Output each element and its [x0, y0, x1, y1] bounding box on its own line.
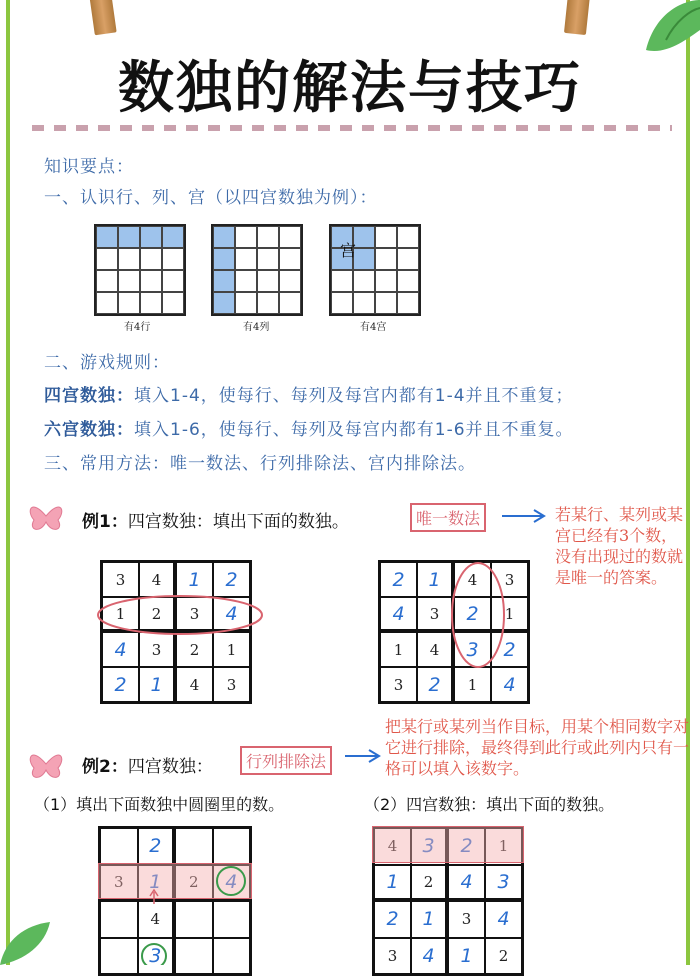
gridC-cell-r1c0: 3	[100, 865, 138, 902]
gridB-cell-r1c3: 1	[491, 597, 528, 632]
gridC-cell-r3c1: 3	[138, 938, 176, 975]
gridB-cell-r1c0: 4	[380, 597, 417, 632]
rows-caption: 有4行	[124, 322, 151, 333]
gridA-cell-r2c3: 1	[213, 632, 250, 667]
butterfly-icon-2	[26, 744, 66, 784]
gridB-cell-r0c3: 3	[491, 562, 528, 597]
grid-d-row-highlight	[372, 826, 524, 863]
rule-4-label: 四宫数独：	[44, 386, 134, 406]
gridB-cell-r2c1: 4	[417, 632, 454, 667]
rows-diagram	[94, 224, 186, 316]
gridC-cell-r2c1: 4	[138, 901, 176, 938]
example-1-line	[82, 507, 349, 532]
example-1-label: 例1：	[82, 512, 128, 532]
example-1-text: 四宫数独：填出下面的数独。	[127, 512, 349, 532]
section-2-heading: 二、游戏规则：	[44, 353, 170, 373]
rule-6-line	[44, 415, 574, 440]
gridD-cell-r1c2: 4	[448, 865, 485, 902]
gridC-cell-r1c2: 2	[175, 865, 213, 902]
gridA-cell-r3c1: 1	[139, 667, 176, 702]
gridB-cell-r3c3: 4	[491, 667, 528, 702]
gridA-cell-r0c2: 1	[176, 562, 213, 597]
gridD-cell-r1c0: 1	[374, 865, 411, 902]
example-2-sub-1: （1）填出下面数独中圆圈里的数。	[34, 795, 285, 814]
example-1-method-box: 唯一数法	[410, 503, 486, 532]
example-1-note: 若某行、某列或某宫已经有3个数，没有出现过的数就是唯一的答案。	[555, 505, 684, 587]
gridA-cell-r2c0: 4	[102, 632, 139, 667]
rule-4-line	[44, 381, 574, 406]
gridD-cell-r3c1: 4	[411, 938, 448, 975]
gridD-cell-r0c1: 3	[411, 828, 448, 865]
gridC-cell-r1c3: 4	[213, 865, 251, 902]
row-highlight-ellipse	[96, 593, 266, 637]
title-divider	[32, 125, 672, 131]
palace-caption: 有4宫	[360, 322, 387, 333]
gridA-cell-r1c2: 3	[176, 597, 213, 632]
gridD-cell-r1c1: 2	[411, 865, 448, 902]
arrow-right-icon	[500, 508, 548, 524]
wooden-clip-left	[89, 0, 116, 35]
gridB-cell-r0c2: 4	[454, 562, 491, 597]
gridA-cell-r3c3: 3	[213, 667, 250, 702]
gridB-cell-r2c3: 2	[491, 632, 528, 667]
gridB-cell-r1c1: 3	[417, 597, 454, 632]
gridD-cell-r0c2: 2	[448, 828, 485, 865]
gridB-cell-r2c2: 3	[454, 632, 491, 667]
example-2-note: 把某行或某列当作目标，用某个相同数字对它进行排除，最终得到此行或此列内只有一格可以填入该数字。	[385, 717, 690, 778]
gridB-cell-r0c0: 2	[380, 562, 417, 597]
rule-4-text: 填入1-4，使每行、每列及每宫内都有1-4并且不重复；	[134, 386, 574, 406]
example-2-label: 例2：	[82, 757, 128, 777]
column-highlight-ellipse	[450, 560, 506, 670]
columns-diagram	[211, 224, 303, 316]
columns-caption: 有4列	[243, 322, 270, 333]
gridA-cell-r0c1: 4	[139, 562, 176, 597]
butterfly-icon	[26, 496, 66, 536]
gridD-cell-r2c3: 4	[485, 901, 522, 938]
wooden-clip-right	[564, 0, 590, 35]
example-2-sub-2: （2）四宫数独：填出下面的数独。	[364, 795, 615, 814]
section-1-heading: 一、认识行、列、宫（以四宫数独为例）：	[44, 188, 378, 208]
gridC-cell-r1c1: 1	[138, 865, 176, 902]
gridA-cell-r2c1: 3	[139, 632, 176, 667]
gridB-cell-r3c0: 3	[380, 667, 417, 702]
gridD-cell-r0c3: 1	[485, 828, 522, 865]
gridB-cell-r1c2: 2	[454, 597, 491, 632]
gridD-cell-r3c3: 2	[485, 938, 522, 975]
gridD-cell-r2c2: 3	[448, 901, 485, 938]
gridA-cell-r1c3: 4	[213, 597, 250, 632]
grid-c-annotations	[98, 826, 252, 965]
gridA-cell-r2c2: 2	[176, 632, 213, 667]
arrow-right-icon-2	[343, 748, 383, 764]
gridA-cell-r3c0: 2	[102, 667, 139, 702]
gridD-cell-r1c3: 3	[485, 865, 522, 902]
gridA-cell-r0c3: 2	[213, 562, 250, 597]
knowledge-heading: 知识要点：	[44, 157, 134, 177]
gridA-cell-r1c0: 1	[102, 597, 139, 632]
gridB-cell-r0c1: 1	[417, 562, 454, 597]
gridA-cell-r0c0: 3	[102, 562, 139, 597]
rule-6-label: 六宫数独：	[44, 420, 134, 440]
gridB-cell-r3c2: 1	[454, 667, 491, 702]
example-2-method-box: 行列排除法	[240, 746, 332, 775]
page-title: 数独的解法与技巧	[118, 56, 582, 121]
gridB-cell-r2c0: 1	[380, 632, 417, 667]
page-frame	[6, 0, 690, 965]
gridD-cell-r3c2: 1	[448, 938, 485, 975]
example-2-line	[82, 752, 213, 777]
example-2-text: 四宫数独：	[127, 757, 213, 777]
gridD-cell-r3c0: 3	[374, 938, 411, 975]
gridD-cell-r2c1: 1	[411, 901, 448, 938]
leaf-decoration-bottom-icon	[0, 920, 60, 965]
gridA-cell-r1c1: 2	[139, 597, 176, 632]
gridB-cell-r3c1: 2	[417, 667, 454, 702]
section-3-heading: 三、常用方法：唯一数法、行列排除法、宫内排除法。	[44, 454, 476, 474]
gridD-cell-r2c0: 2	[374, 901, 411, 938]
palace-label: 宫	[340, 241, 357, 260]
gridC-cell-r0c1: 2	[138, 828, 176, 865]
gridA-cell-r3c2: 4	[176, 667, 213, 702]
gridD-cell-r0c0: 4	[374, 828, 411, 865]
rule-6-text: 填入1-6，使每行、每列及每宫内都有1-6并且不重复。	[134, 420, 574, 440]
